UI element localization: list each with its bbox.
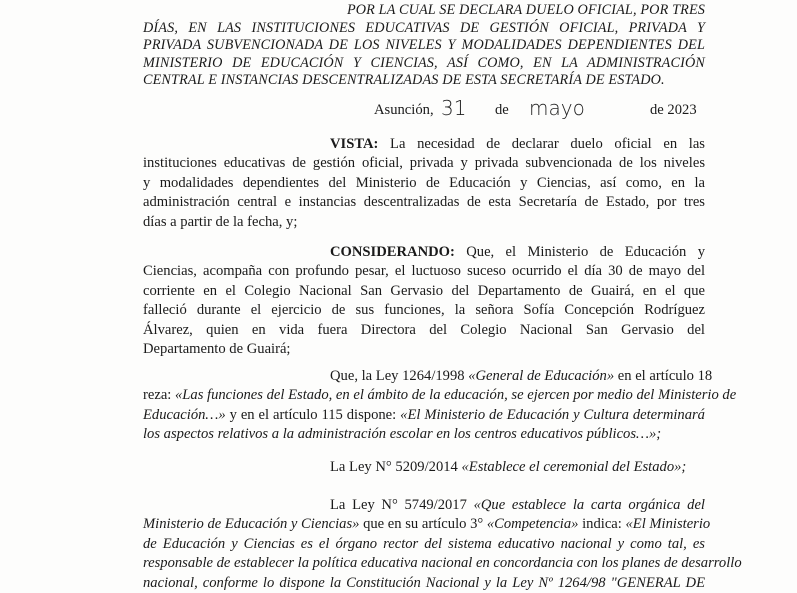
text: que en su artículo 3°	[359, 516, 487, 533]
considerando-line: falleció durante el ejercicio de sus funciones, la señora Sofía Concepción Rodríguez	[143, 302, 705, 319]
date-de: de	[495, 102, 509, 118]
vista-line: administración central e instancias descentralizadas de esta Secretaría de Estado, por tres	[143, 194, 705, 211]
considerando-line: Álvarez, quien en vida fuera Directora del Colegio Nacional San Gervasio del	[143, 321, 705, 338]
law-title: Ministerio de Educación y Ciencias»	[143, 516, 360, 533]
date-line	[374, 96, 706, 122]
ley-5749-paragraph	[143, 496, 742, 593]
quote: «El Ministerio	[625, 516, 711, 533]
text: indica:	[578, 516, 626, 533]
quote: «Competencia»	[486, 516, 579, 533]
vista-heading: VISTA:	[330, 136, 379, 152]
resolution-title	[143, 2, 705, 90]
title-line: MINISTERIO DE EDUCACIÓN Y CIENCIAS, ASÍ COMO, EN LA ADMINISTRACIÓN	[143, 54, 705, 71]
ley-5209-paragraph	[143, 458, 705, 477]
law-title: «General de Educación»	[468, 368, 615, 384]
vista-line: días a partir de la fecha, y;	[143, 213, 298, 230]
law-title: «Que establece la carta orgánica del	[473, 497, 705, 513]
text: La Ley N° 5209/2014	[330, 459, 462, 475]
considerando-line: Ciencias, acompaña con profundo pesar, el luctuoso suceso ocurrido el día 30 de mayo del	[143, 263, 705, 280]
title-line: CENTRAL E INSTANCIAS DESCENTRALIZADAS DE ESTA SECRETARÍA DE ESTADO.	[143, 72, 665, 89]
quote: nacional, conforme lo dispone la Constitución Nacional y la Ley Nº 1264/98 "GENERAL DE	[143, 574, 705, 591]
text: Que, la Ley 1264/1998	[330, 368, 469, 384]
considerando-heading: CONSIDERANDO:	[330, 244, 455, 260]
quote: responsable de establecer la política educativa nacional en concordancia con los planes de desarrollo	[143, 555, 742, 572]
title-line: DÍAS, EN LAS INSTITUCIONES EDUCATIVAS DE GESTIÓN OFICIAL, PRIVADA Y	[143, 19, 705, 36]
text: en el artículo 18	[614, 368, 713, 384]
quote: «Las funciones del Estado, en el ámbito de la educación, se ejercen por medio del Ministerio de	[175, 387, 737, 404]
date-day-handwritten: 31	[441, 96, 467, 120]
vista-line: y modalidades dependientes del Ministerio de Educación y Ciencias, así como, en la	[143, 174, 705, 191]
vista-paragraph	[143, 135, 705, 232]
title-line: POR LA CUAL SE DECLARA DUELO OFICIAL, POR TRES	[346, 2, 705, 18]
text: y en el artículo 115 dispone:	[225, 406, 401, 423]
quote: Educación…»	[143, 406, 226, 423]
vista-line: instituciones educativas de gestión oficial, privada y privada subvencionada de los niveles	[143, 155, 705, 172]
vista-line: La necesidad de declarar duelo oficial en las	[390, 136, 705, 152]
text: reza:	[143, 387, 175, 404]
date-year: de 2023	[650, 102, 697, 118]
title-line: PRIVADA SUBVENCIONADA DE LOS NIVELES Y MODALIDADES DEPENDIENTES DEL	[143, 37, 705, 54]
considerando-line: Departamento de Guairá;	[143, 341, 291, 358]
text: La Ley N° 5749/2017	[330, 497, 474, 513]
considerando-line: Que, el Ministerio de Educación y	[466, 244, 705, 260]
law-title: «Establece el ceremonial del Estado»;	[461, 459, 687, 475]
quote: de Educación y Ciencias es el órgano rector del sistema educativo nacional y como tal, es	[143, 535, 705, 552]
quote: «El Ministerio de Educación y Cultura determinará	[400, 406, 705, 423]
quote: los aspectos relativos a la administración escolar en los centros educativos públicos…»;	[143, 426, 662, 443]
date-city: Asunción,	[374, 102, 434, 118]
considerando-paragraph	[143, 243, 705, 359]
ley-1264-paragraph	[143, 367, 737, 445]
date-month-handwritten: mayo	[529, 96, 585, 120]
considerando-line: corriente en el Colegio Nacional San Gervasio del Departamento de Guairá, en el que	[143, 282, 705, 299]
